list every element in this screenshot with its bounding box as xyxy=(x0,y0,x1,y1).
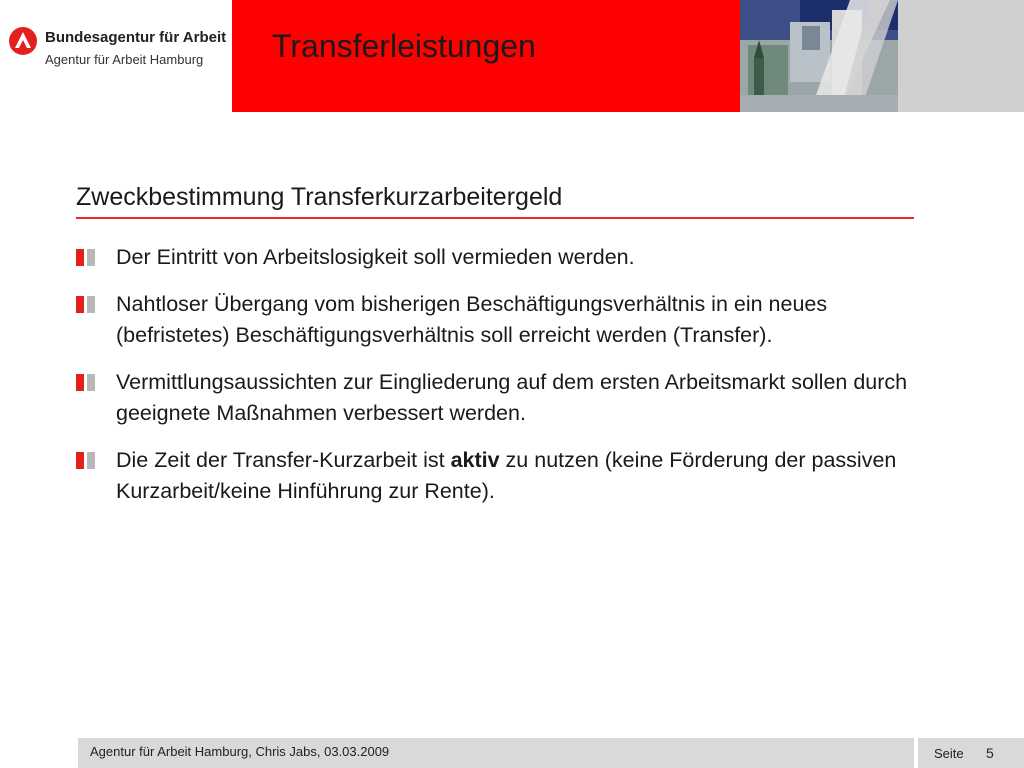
bullet-text-before: Die Zeit der Transfer-Kurzarbeit ist xyxy=(116,448,451,472)
list-item xyxy=(76,242,916,273)
header-photo xyxy=(740,0,898,112)
org-name: Bundesagentur für Arbeit xyxy=(45,29,227,46)
footer-text: Agentur für Arbeit Hamburg, Chris Jabs, 03.03.2009 xyxy=(90,744,390,759)
bullet-list xyxy=(76,242,916,523)
section-heading: Zweckbestimmung Transferkurzarbeitergeld xyxy=(76,183,563,211)
page-number-box xyxy=(918,738,1024,768)
org-subtitle: Agentur für Arbeit Hamburg xyxy=(45,52,204,67)
city-collage-image xyxy=(740,0,898,112)
title-band xyxy=(232,0,740,112)
page-number: 5 xyxy=(986,745,994,761)
bullet-text xyxy=(116,448,896,503)
list-item xyxy=(76,367,916,429)
list-item xyxy=(76,289,916,351)
bullet-text: Nahtloser Übergang vom bisherigen Beschäftigungsverhältnis in ein neues (befristetes) Beschäftigungsverhältnis soll erreicht werden (Transfer). xyxy=(116,292,828,347)
bullet-text: Vermittlungsaussichten zur Eingliederung auf dem ersten Arbeitsmarkt sollen durch geeignete Maßnahmen verbessert werden. xyxy=(116,370,908,425)
page-label: Seite xyxy=(934,746,964,761)
header-gray-block xyxy=(898,0,1024,112)
bullet-text-bold: aktiv xyxy=(450,448,500,472)
page-title: Transferleistungen xyxy=(272,28,536,64)
bullet-text-after: zu nutzen (keine Förderung der passiven Kurzarbeit/keine Hinführung zur Rente). xyxy=(116,448,897,503)
logo-area xyxy=(0,0,232,112)
bullet-marker-icon xyxy=(76,452,95,469)
bullet-marker-icon xyxy=(76,249,95,266)
list-item xyxy=(76,445,916,507)
bullet-marker-icon xyxy=(76,374,95,391)
bullet-text: Der Eintritt von Arbeitslosigkeit soll vermieden werden. xyxy=(116,245,635,269)
heading-underline xyxy=(76,217,914,219)
bullet-marker-icon xyxy=(76,296,95,313)
footer-bar xyxy=(78,738,914,768)
ba-logo-icon xyxy=(8,26,38,56)
